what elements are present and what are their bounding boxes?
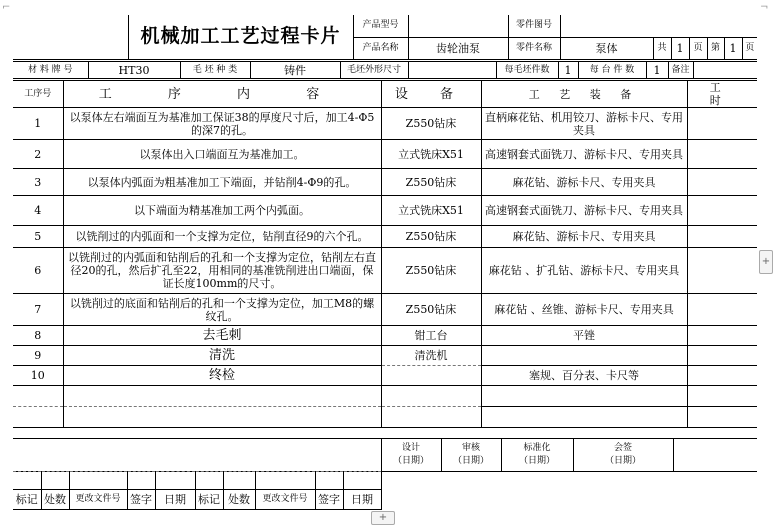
op-equipment[interactable]: 清洗机 <box>381 346 481 366</box>
op-content[interactable]: 终检 <box>63 366 381 386</box>
op-time[interactable] <box>687 346 757 366</box>
col-process-content: 工 序 内 容 <box>63 81 381 108</box>
op-content[interactable]: 清洗 <box>63 346 381 366</box>
card-title: 机械加工工艺过程卡片 <box>128 15 353 59</box>
table-row <box>13 196 757 226</box>
total-label: 共 <box>653 37 671 59</box>
op-time[interactable] <box>687 140 757 169</box>
table-row <box>13 169 757 196</box>
process-table <box>13 80 757 428</box>
footer-change-doc-2: 更改文件号 <box>255 490 315 510</box>
table-row <box>13 248 757 294</box>
op-equipment[interactable]: Z550钻床 <box>381 294 481 326</box>
op-time[interactable] <box>687 326 757 346</box>
footer-date-2: 日期 <box>343 490 381 510</box>
remark-value[interactable] <box>693 62 757 79</box>
design-cell[interactable] <box>381 439 441 472</box>
material-table <box>13 61 757 79</box>
logo-cell <box>13 15 128 59</box>
table-row <box>13 108 757 140</box>
footer-right-area <box>381 471 757 509</box>
op-time[interactable] <box>687 366 757 386</box>
blank-row <box>13 386 757 407</box>
op-equipment[interactable]: Z550钻床 <box>381 248 481 294</box>
part-drawing-value[interactable] <box>560 15 757 37</box>
op-tooling[interactable]: 麻花钻 、扩孔钻、游标卡尺、专用夹具 <box>481 248 687 294</box>
op-tooling[interactable]: 平锉 <box>481 326 687 346</box>
table-row <box>13 366 757 386</box>
standard-cell[interactable] <box>501 439 573 472</box>
product-name-label: 产品名称 <box>353 37 408 59</box>
col-time: 工 时 <box>687 81 757 108</box>
op-tooling[interactable]: 麻花钻、游标卡尺、专用夹具 <box>481 226 687 248</box>
page-value[interactable]: 1 <box>724 37 742 59</box>
part-name-value[interactable]: 泵体 <box>560 37 653 59</box>
op-tooling[interactable]: 高速钢套式面铣刀、游标卡尺、专用夹具 <box>481 140 687 169</box>
op-tooling[interactable]: 直柄麻花钻、机用铰刀、游标卡尺、专用夹具 <box>481 108 687 140</box>
op-no: 10 <box>13 366 63 386</box>
op-content[interactable]: 去毛刺 <box>63 326 381 346</box>
op-content[interactable]: 以泵体出入口端面互为基准加工。 <box>63 140 381 169</box>
op-no: 8 <box>13 326 63 346</box>
signoff-table <box>13 438 757 472</box>
design-label: 设计 <box>401 443 420 453</box>
op-time[interactable] <box>687 248 757 294</box>
op-tooling[interactable]: 高速钢套式面铣刀、游标卡尺、专用夹具 <box>481 196 687 226</box>
op-tooling[interactable] <box>481 346 687 366</box>
op-tooling[interactable]: 麻花钻 、丝锥、游标卡尺、专用夹具 <box>481 294 687 326</box>
part-drawing-label: 零件图号 <box>508 15 560 37</box>
op-content[interactable]: 以铣削过的内弧面和钻削后的孔和一个支撑为定位，钻削左右直径20的孔，然后扩孔至22，用相同的基准铣削进出口端面，保证长度100mm的尺寸。 <box>63 248 381 294</box>
blank-size-value[interactable] <box>408 62 496 79</box>
per-blank-label: 每毛坯件数 <box>496 62 558 79</box>
footer-sign-2: 签字 <box>315 490 343 510</box>
col-op-no: 工序号 <box>13 81 63 108</box>
op-no: 2 <box>13 140 63 169</box>
per-unit-label: 每 台 件 数 <box>578 62 646 79</box>
footer-count-2: 处数 <box>223 490 255 510</box>
footer-mark-1: 标记 <box>13 490 41 510</box>
table-row <box>13 346 757 366</box>
total-page-unit: 页 <box>689 37 707 59</box>
op-equipment[interactable]: 钳工台 <box>381 326 481 346</box>
material-grade-value[interactable]: HT30 <box>88 62 180 79</box>
table-row <box>13 140 757 169</box>
op-tooling[interactable]: 塞规、百分表、卡尺等 <box>481 366 687 386</box>
col-equipment: 设 备 <box>381 81 481 108</box>
op-equipment[interactable]: Z550钻床 <box>381 108 481 140</box>
page-unit: 页 <box>742 37 757 59</box>
countersign-cell[interactable] <box>573 439 673 472</box>
corner-mark-top-left: ⌐ <box>2 2 11 13</box>
part-name-label: 零件名称 <box>508 37 560 59</box>
standard-label: 标准化 <box>523 443 551 453</box>
blank-size-label: 毛坯外形尺寸 <box>340 62 408 79</box>
col-tooling: 工 艺 装 备 <box>481 81 687 108</box>
add-row-below-handle[interactable]: + <box>371 511 395 525</box>
footer-count-1: 处数 <box>41 490 69 510</box>
footer-mark-2: 标记 <box>195 490 223 510</box>
material-grade-label: 材 料 牌 号 <box>13 62 88 79</box>
total-value[interactable]: 1 <box>671 37 689 59</box>
design-date: （日期） <box>392 456 429 466</box>
blank-row <box>13 407 757 428</box>
table-row <box>13 294 757 326</box>
op-content[interactable]: 以铣削过的内弧面和一个支撑为定位，钻削直径9的六个孔。 <box>63 226 381 248</box>
signoff-extra[interactable] <box>673 439 757 472</box>
product-model-value[interactable] <box>408 15 508 37</box>
product-name-value[interactable]: 齿轮油泵 <box>408 37 508 59</box>
blank-type-label: 毛 坯 种 类 <box>180 62 250 79</box>
op-no: 9 <box>13 346 63 366</box>
review-label: 审核 <box>461 443 480 453</box>
op-no: 6 <box>13 248 63 294</box>
op-no: 7 <box>13 294 63 326</box>
per-blank-value[interactable]: 1 <box>558 62 578 79</box>
op-no: 4 <box>13 196 63 226</box>
op-no: 1 <box>13 108 63 140</box>
op-content[interactable]: 以下端面为精基准加工两个内弧面。 <box>63 196 381 226</box>
op-content[interactable]: 以铣削过的底面和钻削后的孔和一个支撑为定位，加工M8的螺纹孔。 <box>63 294 381 326</box>
blank-type-value[interactable]: 铸件 <box>250 62 340 79</box>
op-time[interactable] <box>687 196 757 226</box>
op-no: 3 <box>13 169 63 196</box>
op-equipment[interactable]: 立式铣床X51 <box>381 196 481 226</box>
op-content[interactable]: 以泵体内弧面为粗基准加工下端面，并钻削4-Φ9的孔。 <box>63 169 381 196</box>
op-time[interactable] <box>687 226 757 248</box>
op-time[interactable] <box>687 294 757 326</box>
per-unit-value[interactable]: 1 <box>646 62 668 79</box>
op-time[interactable] <box>687 169 757 196</box>
countersign-date: （日期） <box>604 456 641 466</box>
product-model-label: 产品型号 <box>353 15 408 37</box>
footer-date-1: 日期 <box>155 490 195 510</box>
corner-mark-top-right: ¬ <box>760 2 769 13</box>
op-content[interactable]: 以泵体左右端面互为基准加工保证38的厚度尺寸后，加工4-Φ5的深7的孔。 <box>63 108 381 140</box>
remark-label: 备注 <box>668 62 693 79</box>
table-row <box>13 326 757 346</box>
review-date: （日期） <box>452 456 489 466</box>
header-table <box>13 15 757 60</box>
review-cell[interactable] <box>441 439 501 472</box>
op-time[interactable] <box>687 108 757 140</box>
add-column-handle[interactable]: + <box>759 250 773 274</box>
signoff-blank <box>13 439 381 472</box>
footer-change-doc-1: 更改文件号 <box>69 490 127 510</box>
table-row <box>13 226 757 248</box>
page-label: 第 <box>707 37 724 59</box>
standard-date: （日期） <box>518 456 555 466</box>
op-equipment[interactable]: Z550钻床 <box>381 226 481 248</box>
revision-table <box>13 471 382 510</box>
op-tooling[interactable]: 麻花钻、游标卡尺、专用夹具 <box>481 169 687 196</box>
op-equipment[interactable] <box>381 366 481 386</box>
countersign-label: 会签 <box>613 443 632 453</box>
op-no: 5 <box>13 226 63 248</box>
op-equipment[interactable]: Z550钻床 <box>381 169 481 196</box>
footer-sign-1: 签字 <box>127 490 155 510</box>
op-equipment[interactable]: 立式铣床X51 <box>381 140 481 169</box>
